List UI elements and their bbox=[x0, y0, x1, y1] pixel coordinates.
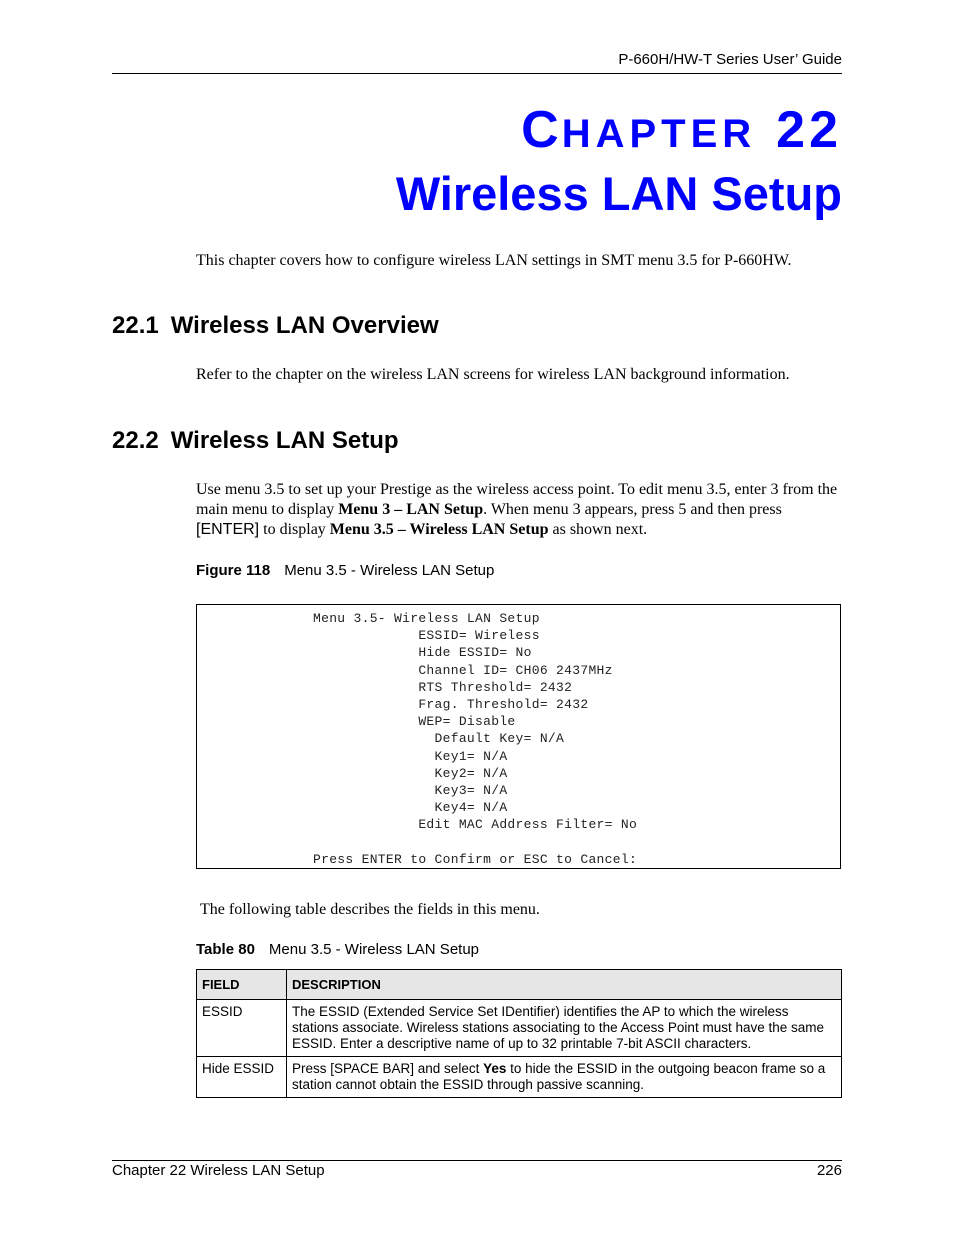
chapter-label-rest: HAPTER bbox=[561, 112, 757, 156]
section-title: Wireless LAN Setup bbox=[170, 427, 399, 454]
smt-menu-screen bbox=[196, 604, 841, 869]
section-number: 22.2 bbox=[112, 427, 159, 454]
description-cell: The ESSID (Extended Service Set IDentifier) identifies the AP to which the wireless stations associate. Wireless stations associating to the Access Point must have the same ESSID. Enter a descriptive name of up to 32 printable 7-bit ASCII characters. bbox=[287, 1000, 842, 1057]
chapter-number: 22 bbox=[776, 101, 842, 159]
section-heading-setup bbox=[112, 427, 399, 455]
chapter-label-initial: C bbox=[521, 101, 562, 159]
table-header-row bbox=[197, 970, 842, 1000]
yes-option: Yes bbox=[483, 1061, 507, 1076]
intro-paragraph: This chapter covers how to configure wireless LAN settings in SMT menu 3.5 for P-660HW. bbox=[196, 252, 792, 269]
menu-3-5-ref: Menu 3.5 – Wireless LAN Setup bbox=[329, 521, 549, 538]
description-text: Press [SPACE BAR] and select bbox=[292, 1061, 484, 1076]
table-label: Table 80 bbox=[196, 941, 255, 958]
table-row bbox=[197, 1000, 842, 1057]
field-cell: ESSID bbox=[197, 1000, 287, 1057]
description-text: to hide the ESSID in the outgoing beacon frame so a station cannot obtain the ESSID through passive scanning. bbox=[292, 1061, 826, 1092]
figure-caption-text: Menu 3.5 - Wireless LAN Setup bbox=[284, 562, 495, 579]
section-heading-overview bbox=[112, 312, 439, 340]
setup-paragraph bbox=[196, 480, 842, 540]
enter-key-ref: [ENTER] bbox=[196, 521, 260, 538]
setup-text: . When menu 3 appears, press 5 and then press bbox=[483, 501, 782, 518]
setup-text: Use menu 3.5 to set up your Prestige as the wireless access point. To edit menu 3.5, enter 3 from the main menu to display bbox=[196, 481, 838, 518]
figure-label: Figure 118 bbox=[196, 562, 271, 579]
chapter-label bbox=[521, 100, 842, 160]
menu-3-ref: Menu 3 – LAN Setup bbox=[338, 501, 484, 518]
figure-caption bbox=[196, 562, 494, 579]
overview-paragraph: Refer to the chapter on the wireless LAN screens for wireless LAN background information. bbox=[196, 366, 790, 383]
footer-chapter: Chapter 22 Wireless LAN Setup bbox=[112, 1162, 325, 1179]
section-title: Wireless LAN Overview bbox=[170, 312, 439, 339]
table-row bbox=[197, 1057, 842, 1098]
table-intro-paragraph: The following table describes the fields in this menu. bbox=[200, 901, 540, 918]
table-caption bbox=[196, 941, 479, 958]
footer-rule bbox=[112, 1160, 842, 1161]
field-cell: Hide ESSID bbox=[197, 1057, 287, 1098]
table-caption-text: Menu 3.5 - Wireless LAN Setup bbox=[268, 941, 480, 958]
setup-text: as shown next. bbox=[548, 521, 648, 538]
page-number: 226 bbox=[816, 1162, 842, 1179]
field-description-table bbox=[196, 969, 842, 1098]
chapter-title: Wireless LAN Setup bbox=[395, 167, 842, 220]
header-field: FIELD bbox=[197, 970, 287, 1000]
section-number: 22.1 bbox=[112, 312, 159, 339]
header-rule bbox=[112, 73, 842, 74]
header-description: DESCRIPTION bbox=[287, 970, 842, 1000]
description-cell bbox=[287, 1057, 842, 1098]
setup-text: to display bbox=[259, 521, 330, 538]
running-header: P-660H/HW-T Series User’ Guide bbox=[618, 51, 842, 68]
smt-menu-text: Menu 3.5- Wireless LAN Setup ESSID= Wireless Hide ESSID= No Channel ID= CH06 2437MHz RTS Threshold= 2432 Frag. Threshold= 2432 WEP= Disable Default Key= N/A Key1= N/A Key2= N/A Key3= N/A Key4= N/A Edit MAC Address Filter= No Press ENTER to Confirm or ESC to Cancel: bbox=[313, 611, 638, 867]
